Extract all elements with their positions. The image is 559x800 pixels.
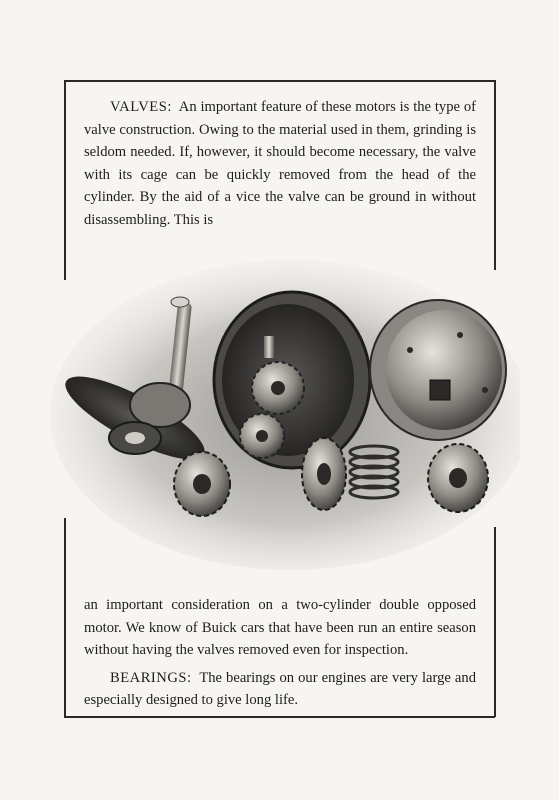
- bearings-paragraph: [84, 667, 476, 712]
- continuation-paragraph: an important consideration on a two-cylinder double opposed motor. We know of Buick cars that have been run an entire season without having the valves removed even for inspection.: [84, 597, 476, 659]
- gears-and-valve-parts-photo: [40, 240, 520, 570]
- continuation-section: [84, 594, 476, 712]
- bearings-body: The bearings on our engines are very large and especially designed to give long life.: [84, 669, 476, 709]
- border-top: [64, 80, 495, 82]
- open-gear-housing: [214, 292, 370, 468]
- border-bottom: [64, 716, 495, 718]
- bearings-heading: BEARINGS:: [110, 669, 192, 686]
- valves-paragraph: [84, 96, 476, 232]
- valves-body: An important feature of these motors is the type of valve construction. Owing to the material used in them, grinding is seldom needed. If, however, it should become necessary, the valve with its cage can be quickly removed from the head of the cylinder. By the aid of a vice the valve can be ground in without disassembling. This is: [84, 99, 476, 228]
- valves-section: [84, 96, 476, 232]
- valves-heading: VALVES:: [110, 99, 172, 115]
- housing-cover: [370, 300, 506, 440]
